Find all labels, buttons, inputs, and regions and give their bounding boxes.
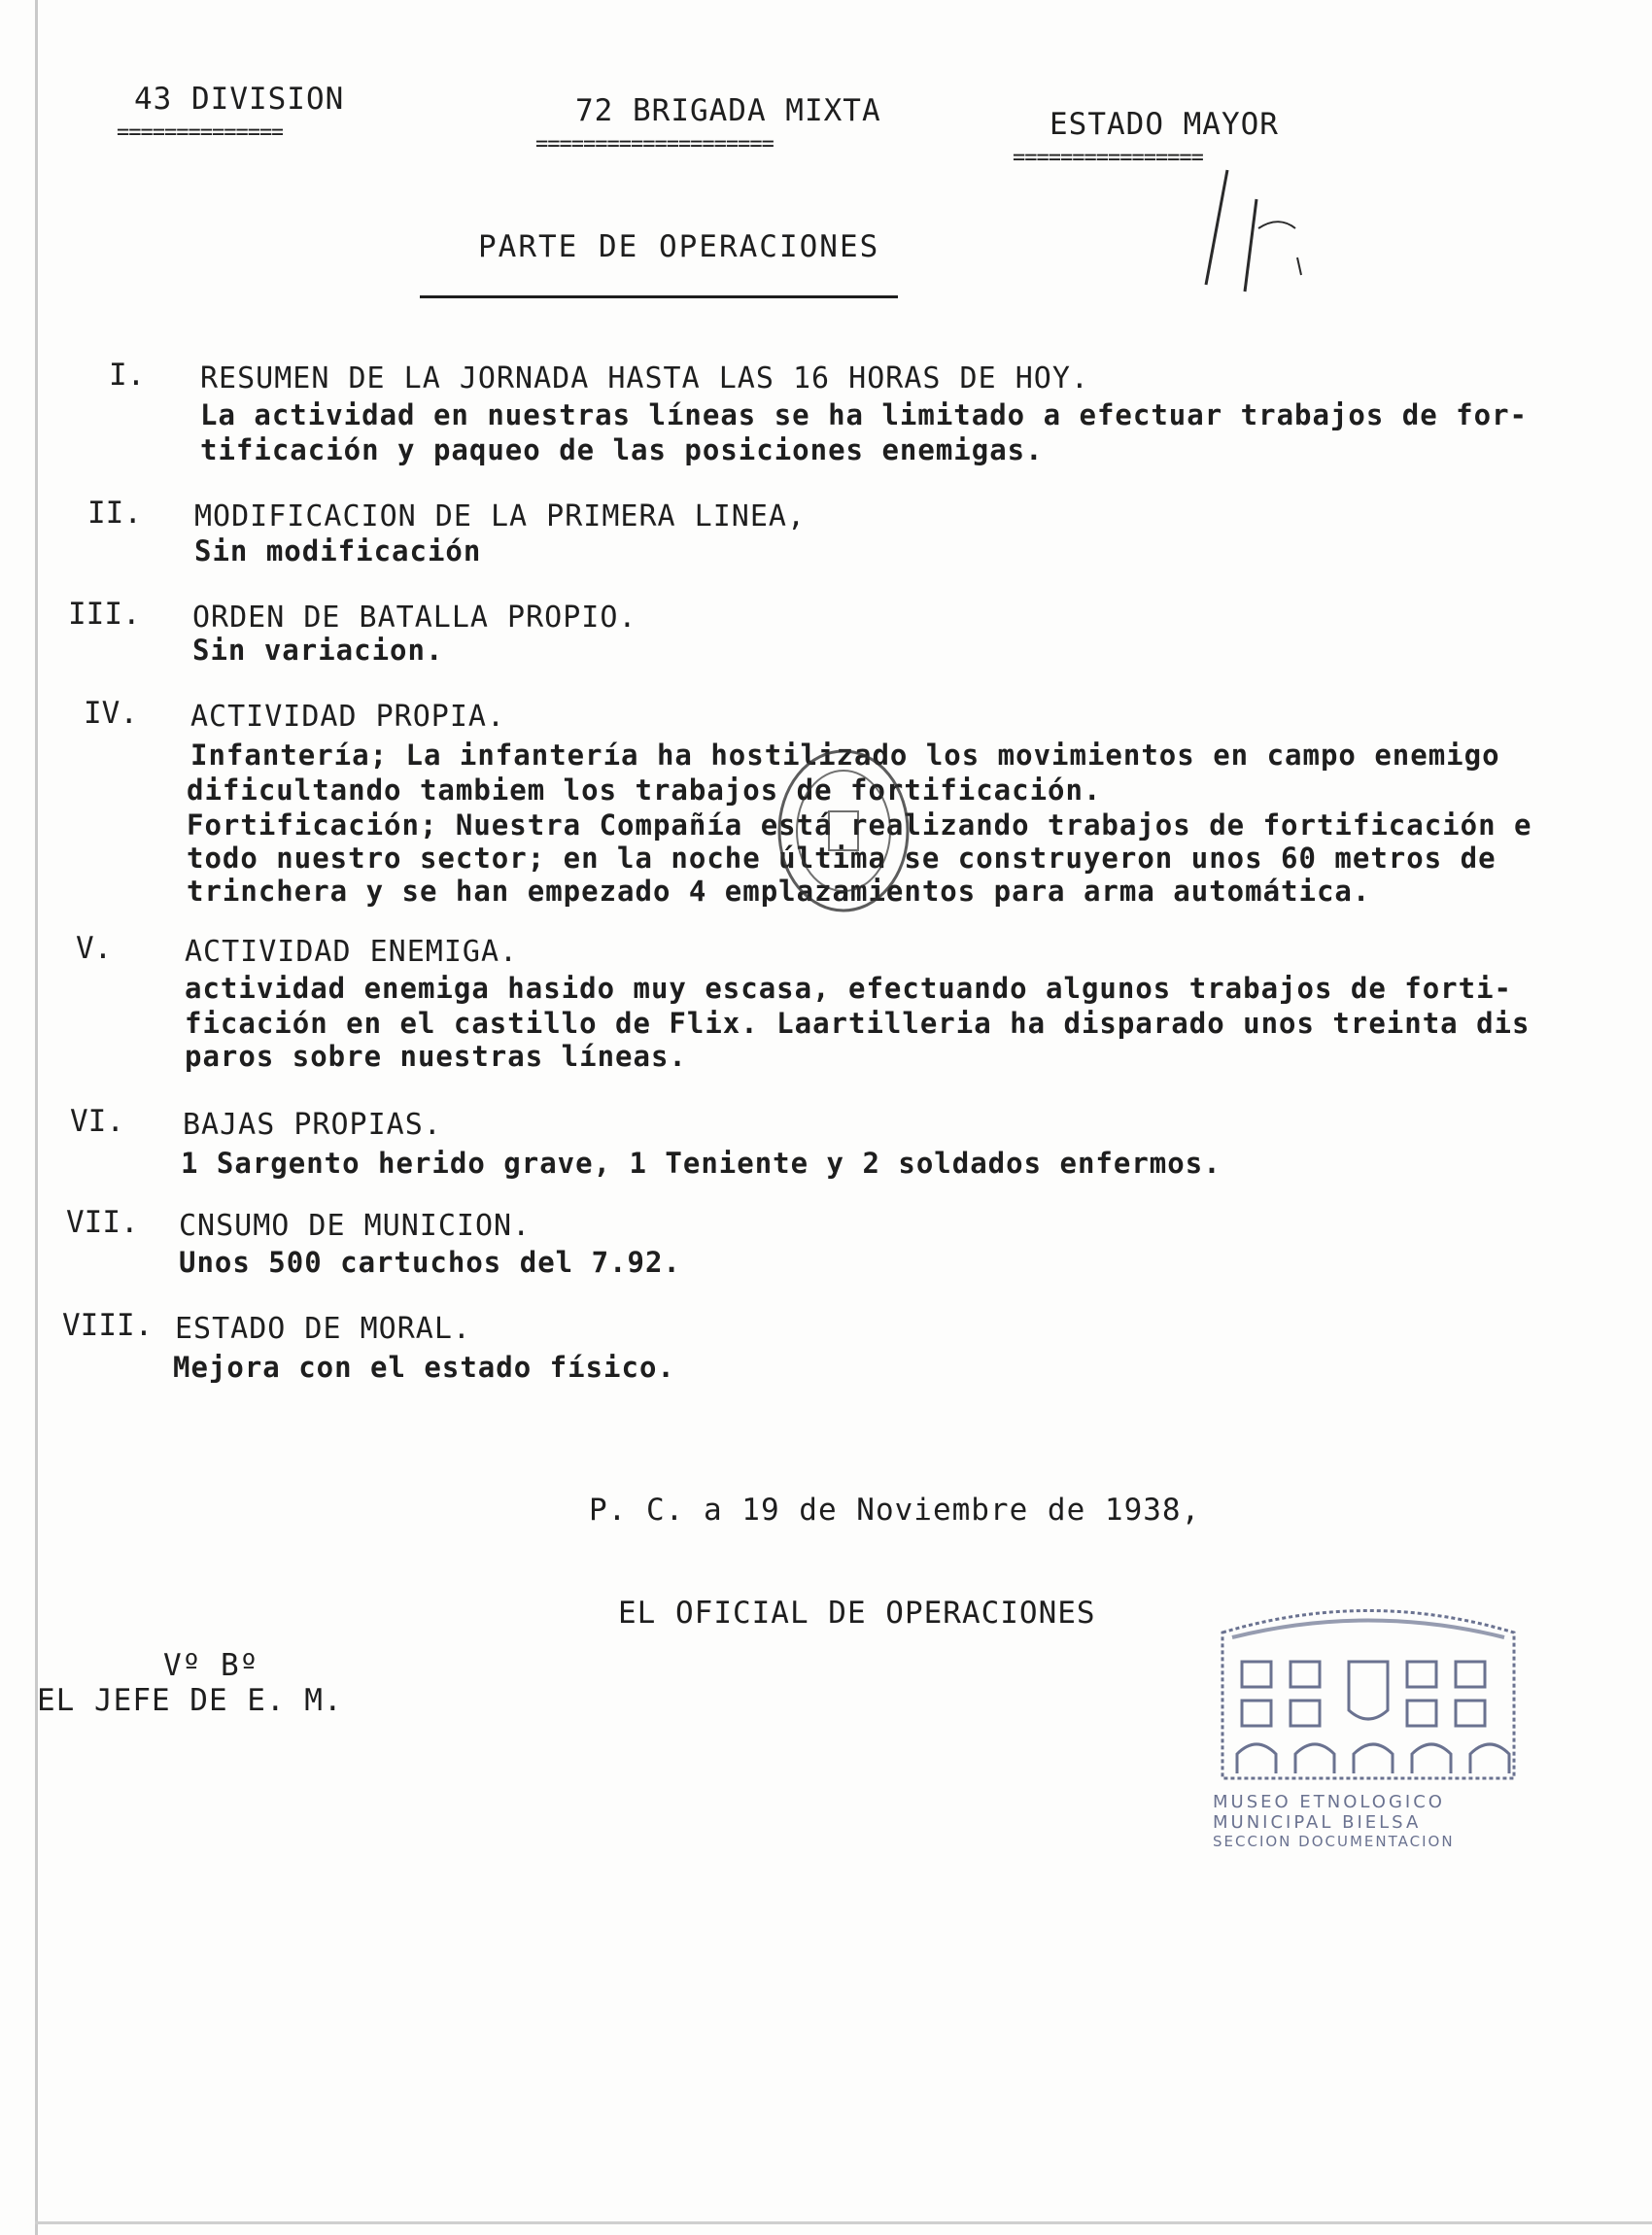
brigade-header: 72 BRIGADA MIXTA [575,93,881,128]
brigade-underline: ==================== [535,134,774,155]
section-number: IV. [84,696,138,731]
section-line: Unos 500 cartuchos del 7.92. [179,1246,681,1279]
handwritten-folio-mark [1181,160,1326,306]
section-line: paros sobre nuestras líneas. [185,1040,687,1073]
museum-stamp [1213,1594,1524,1850]
museum-building-illustration [1213,1594,1524,1788]
section-number: V. [76,931,113,966]
section-number: III. [68,597,141,632]
section-title: BAJAS PROPIAS. [183,1108,442,1142]
page-bottom-edge [35,2221,1652,2224]
document-title: PARTE DE OPERACIONES [478,229,880,264]
museum-stamp-line: SECCION DOCUMENTACION [1213,1833,1455,1850]
section-title: RESUMEN DE LA JORNADA HASTA LAS 16 HORAS DE HOY. [200,361,1089,395]
section-line: ficación en el castillo de Flix. Laartilleria ha disparado unos treinta dis [185,1007,1531,1040]
section-number: VI. [70,1104,124,1139]
section-line: Mejora con el estado físico. [173,1351,675,1384]
division-underline: ============== [117,122,284,144]
section-title: ACTIVIDAD PROPIA. [190,700,506,734]
section-line: Fortificación; Nuestra Compañía está realizando trabajos de fortificación e [187,808,1532,842]
staff-underline: ================ [1013,148,1203,169]
museum-stamp-line: MUSEO ETNOLOGICO [1213,1792,1445,1812]
section-line: La actividad en nuestras líneas se ha limitado a efectuar trabajos de for- [200,398,1529,431]
division-header: 43 DIVISION [134,82,345,117]
operations-officer: EL OFICIAL DE OPERACIONES [618,1596,1096,1631]
section-line: actividad enemiga hasido muy escasa, efectuando algunos trabajos de forti- [185,972,1513,1005]
section-title: ESTADO DE MORAL. [175,1312,471,1346]
section-line: trinchera y se han empezado 4 emplazamientos para arma automática. [187,875,1371,908]
section-line: dificultando tambiem los trabajos de fortificación. [187,774,1102,807]
approval-mark: Vº Bº [163,1648,259,1683]
section-line: 1 Sargento herido grave, 1 Teniente y 2 soldados enfermos. [181,1147,1222,1180]
section-title: CNSUMO DE MUNICION. [179,1209,532,1243]
staff-header: ESTADO MAYOR [1050,107,1279,142]
place-and-date: P. C. a 19 de Noviembre de 1938, [589,1493,1201,1528]
official-round-seal [771,743,916,918]
section-line: Sin variacion. [192,634,444,667]
title-rule [420,295,898,298]
section-title: MODIFICACION DE LA PRIMERA LINEA, [194,499,807,533]
section-line: todo nuestro sector; en la noche última se construyeron unos 60 metros de [187,842,1497,875]
page-left-edge [35,0,38,2235]
museum-stamp-line: MUNICIPAL BIELSA [1213,1812,1422,1833]
section-number: I. [109,358,146,393]
section-number: VII. [66,1205,139,1240]
section-line: tificación y paqueo de las posiciones enemigas. [200,433,1044,466]
section-number: VIII. [62,1308,154,1343]
section-line: Infantería; La infantería ha hostilizado los movimientos en campo enemigo [190,739,1500,772]
chief-of-staff: EL JEFE DE E. M. [37,1683,343,1718]
section-title: ACTIVIDAD ENEMIGA. [185,935,519,969]
section-number: II. [87,496,142,531]
section-line: Sin modificación [194,534,482,567]
section-title: ORDEN DE BATALLA PROPIO. [192,601,637,635]
